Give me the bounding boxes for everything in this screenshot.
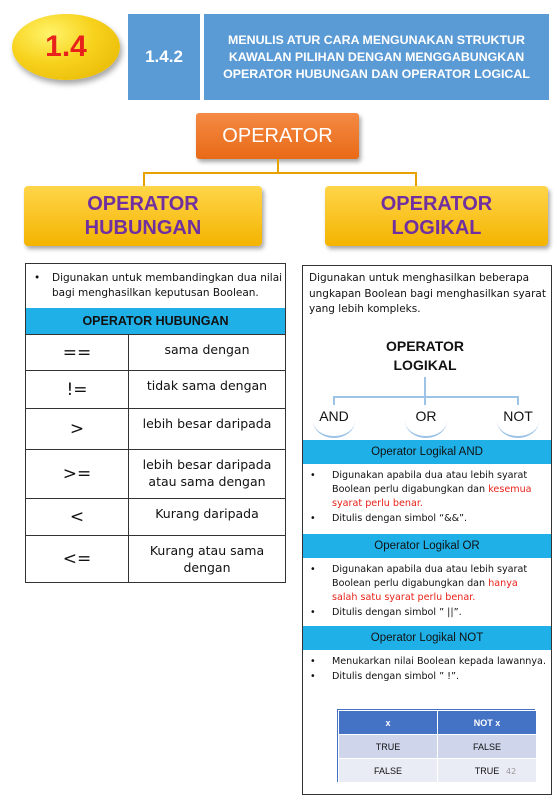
or-b1-red: hanya salah satu syarat perlu benar. — [332, 578, 518, 603]
logical-tree-title-line2: LOGIKAL — [393, 357, 457, 373]
relational-note — [34, 271, 284, 301]
list-item: • Menukarkan nilai Boolean kepada lawannya. — [308, 655, 546, 669]
rel-operator: <= — [26, 536, 129, 582]
operator-hubungan-box — [24, 186, 262, 246]
table-cell: FALSE — [438, 735, 537, 759]
rel-operator: < — [26, 499, 129, 535]
tree-branch — [333, 396, 519, 398]
operator-logikal-line2: LOGIKAL — [391, 217, 482, 239]
rel-operator: > — [26, 409, 129, 449]
table-row — [26, 449, 285, 498]
rel-description: Kurang daripada — [155, 506, 259, 521]
list-item — [308, 469, 546, 511]
rel-operator: != — [26, 371, 129, 408]
rel-description: lebih besar daripada atau sama dengan — [142, 457, 272, 489]
connector-left — [143, 172, 145, 186]
leaf-not: NOT — [497, 404, 539, 438]
connector-vertical — [277, 159, 279, 173]
logical-note: Digunakan untuk menghasilkan beberapa ungkapan Boolean bagi menghasilkan syarat yang lebih kompleks. — [309, 272, 546, 315]
operator-logikal-line1: OPERATOR — [380, 193, 493, 215]
or-heading: Operator Logikal OR — [303, 534, 551, 558]
relational-table-title: OPERATOR HUBUNGAN — [26, 308, 285, 334]
leaf-and: AND — [313, 404, 355, 438]
logical-tree-title-line1: OPERATOR — [385, 338, 465, 354]
table-row — [26, 535, 285, 582]
table-cell: TRUE — [339, 735, 438, 759]
page-number: 42 — [506, 767, 517, 776]
or-bullets — [308, 563, 546, 621]
page-title: MENULIS ATUR CARA MENGUNAKAN STRUKTUR KAWALAN PILIHAN DENGAN MENGGABUNGKAN OPERATOR HUBUNGAN DAN OPERATOR LOGICAL — [204, 14, 549, 100]
leaf-or: OR — [405, 404, 447, 438]
table-cell: TRUE — [438, 759, 537, 783]
tree-trunk — [424, 377, 426, 397]
or-b1-text: Digunakan apabila dua atau lebih syarat Boolean perlu digabungkan dan — [332, 564, 528, 589]
rel-operator: >= — [26, 450, 129, 498]
list-item — [308, 563, 546, 605]
section-badge — [12, 14, 120, 80]
table-row — [339, 735, 537, 759]
operator-hubungan-line1: OPERATOR — [87, 193, 199, 215]
rel-operator: == — [26, 335, 129, 370]
list-item: • Ditulis dengan simbol “&&”. — [308, 512, 546, 526]
table-row — [26, 370, 285, 408]
not-table-header: NOT x — [438, 711, 537, 735]
not-table-header: x — [339, 711, 438, 735]
bullet: • — [34, 272, 41, 284]
list-item: • Ditulis dengan simbol ” !”. — [308, 670, 546, 684]
operator-logikal-box — [325, 186, 548, 246]
list-item: • Ditulis dengan simbol ” ||”. — [308, 606, 546, 620]
table-row — [26, 408, 285, 449]
rel-description: Kurang atau sama dengan — [149, 543, 265, 575]
table-row — [26, 334, 285, 370]
operator-root-box: OPERATOR — [196, 113, 359, 159]
rel-description: sama dengan — [164, 342, 250, 357]
and-bullets — [308, 469, 546, 527]
table-row — [26, 498, 285, 535]
subsection-number: 1.4.2 — [128, 14, 200, 100]
section-badge-label: 1.4 — [45, 30, 87, 63]
table-cell: FALSE — [339, 759, 438, 783]
relational-note-text: Digunakan untuk membandingkan dua nilai bagi menghasilkan keputusan Boolean. — [52, 272, 283, 299]
connector-horizontal — [143, 172, 417, 174]
and-b1-text: Digunakan apabila dua atau lebih syarat Boolean perlu digabungkan dan — [332, 470, 528, 495]
logical-tree-title — [370, 337, 480, 375]
rel-description: lebih besar daripada — [142, 416, 272, 431]
and-b1-red: kesemua syarat perlu benar. — [332, 484, 532, 509]
not-bullets — [308, 655, 546, 685]
rel-description: tidak sama dengan — [146, 378, 268, 393]
connector-right — [415, 172, 417, 186]
and-heading: Operator Logikal AND — [303, 440, 551, 464]
not-heading: Operator Logikal NOT — [303, 626, 551, 650]
operator-hubungan-line2: HUBUNGAN — [84, 217, 202, 239]
